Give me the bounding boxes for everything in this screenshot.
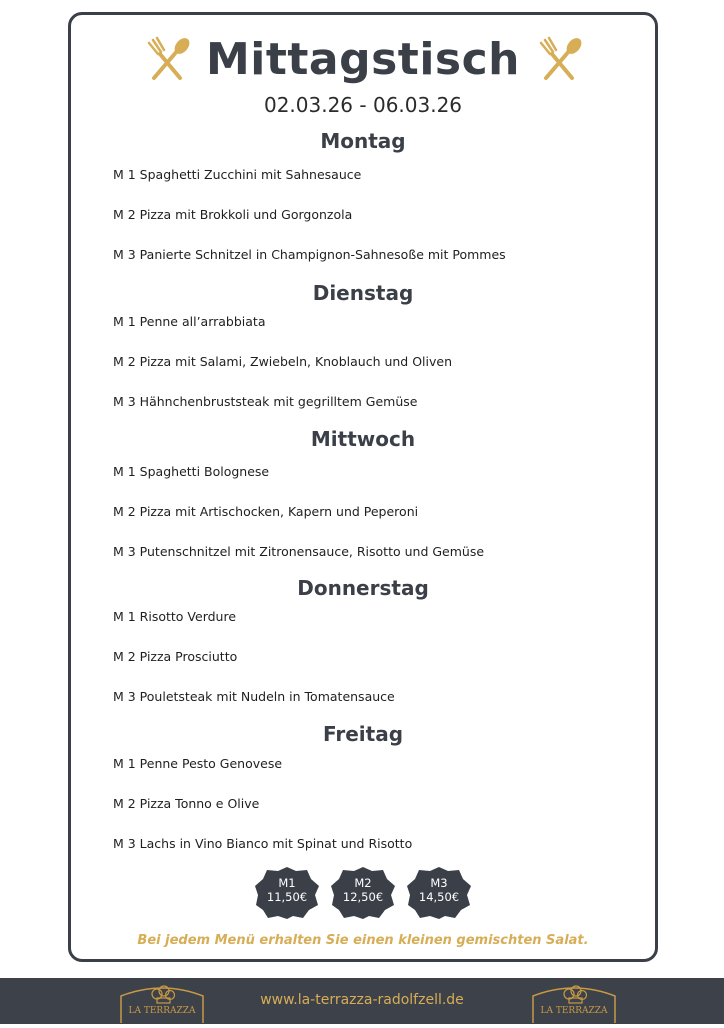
dish-item: M 3 Pouletsteak mit Nudeln in Tomatensauce <box>113 689 395 704</box>
dish-item: M 2 Pizza Tonno e Olive <box>113 796 260 811</box>
dish-item: M 3 Putenschnitzel mit Zitronensauce, Risotto und Gemüse <box>113 544 485 559</box>
badge-menu: M1 <box>278 876 296 890</box>
day-heading-montag: Montag <box>320 129 406 153</box>
price-badge-m3 <box>406 866 472 920</box>
dish-item: M 1 Penne Pesto Genovese <box>113 756 283 771</box>
logo-text: LA TERRAZZA <box>540 1006 608 1016</box>
day-heading-donnerstag: Donnerstag <box>297 576 429 600</box>
badge-menu: M3 <box>430 876 448 890</box>
day-heading-freitag: Freitag <box>322 722 404 746</box>
day-heading-mittwoch: Mittwoch <box>310 427 416 451</box>
dish-item: M 2 Pizza mit Salami, Zwiebeln, Knoblauch und Oliven <box>113 354 453 369</box>
title-row <box>71 29 655 89</box>
website-link[interactable]: www.la-terrazza-radolfzell.de <box>260 992 464 1008</box>
dish-item: M 2 Pizza mit Artischocken, Kapern und Peperoni <box>113 504 419 519</box>
dish-item: M 1 Risotto Verdure <box>113 609 237 624</box>
chef-hat-logo-icon <box>529 982 619 1024</box>
logo-text: LA TERRAZZA <box>128 1006 196 1016</box>
badge-menu: M2 <box>354 876 372 890</box>
logo-right <box>529 982 619 1024</box>
dish-item: M 3 Lachs in Vino Bianco mit Spinat und Risotto <box>113 836 413 851</box>
badge-price: 12,50€ <box>342 890 384 904</box>
dish-item: M 1 Spaghetti Bolognese <box>113 464 270 479</box>
salad-note: Bei jedem Menü erhalten Sie einen kleinen gemischten Salat. <box>137 933 589 948</box>
dish-item: M 3 Panierte Schnitzel in Champignon-Sahnesoße mit Pommes <box>113 247 506 262</box>
price-badges <box>71 866 655 920</box>
badge-price: 11,50€ <box>266 890 308 904</box>
badge-price: 14,50€ <box>418 890 460 904</box>
dish-item: M 2 Pizza mit Brokkoli und Gorgonzola <box>113 207 353 222</box>
dish-item: M 1 Spaghetti Zucchini mit Sahnesauce <box>113 167 362 182</box>
spoon-fork-icon <box>142 34 192 84</box>
page-title: Mittagstisch <box>205 33 521 85</box>
dish-item: M 3 Hähnchenbruststeak mit gegrilltem Gemüse <box>113 394 418 409</box>
footer-bar <box>0 978 724 1024</box>
price-badge-m1 <box>254 866 320 920</box>
dish-item: M 1 Penne all’arrabbiata <box>113 314 266 329</box>
day-heading-dienstag: Dienstag <box>312 281 414 305</box>
menu-card <box>68 12 658 962</box>
date-range: 02.03.26 - 06.03.26 <box>263 93 463 117</box>
spoon-fork-icon <box>534 34 584 84</box>
price-badge-m2 <box>330 866 396 920</box>
dish-item: M 2 Pizza Prosciutto <box>113 649 238 664</box>
